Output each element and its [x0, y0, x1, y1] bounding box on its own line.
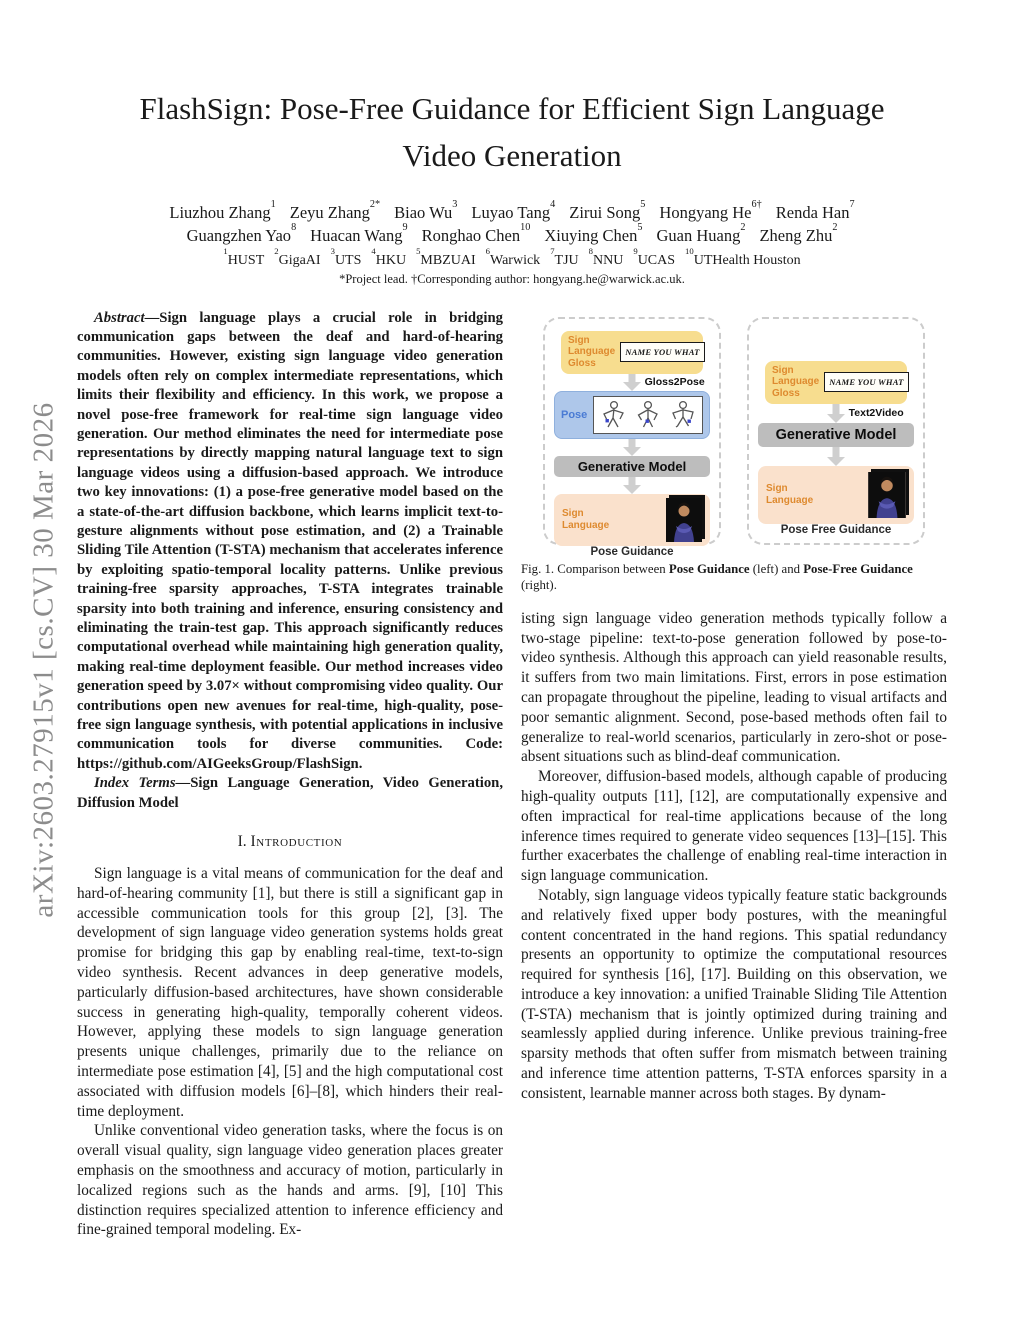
affiliation: $^8$NNU [588, 245, 624, 268]
author-name: Renda Han$^7$ [775, 198, 855, 222]
author-name: Liuzhou Zhang$^1$ [169, 198, 276, 222]
author-line-1 [0, 198, 1024, 224]
figure-caption-number: Fig. 1. [521, 561, 555, 576]
author-notes: *Project lead. †Corresponding author: hongyang.he@warwick.ac.uk. [339, 271, 685, 286]
sign-language-output-box [554, 494, 710, 546]
gloss-box [561, 331, 703, 374]
author-name: Xiuying Chen$^5$ [544, 222, 643, 246]
figure-1 [521, 317, 947, 558]
gloss-text: NAME YOU WHAT [824, 372, 908, 392]
affiliation: $^1$HUST [223, 245, 265, 268]
paper-title: FlashSign: Pose-Free Guidance for Efficient Sign Language Video Generation [139, 91, 885, 173]
intro-paragraph-1: Sign language is a vital means of communication for the deaf and hard-of-hearing community [1], but there is still a significant gap in accessible communication tools for this group [2], [3]. The development of sign language video generation systems holds great promise for bridging this gap by enabling real-time, text-to-sign video synthesis. Recent advances in deep generative models, particularly diffusion-based architectures, have shown considerable success in generating high-quality, temporally coherent videos. However, applying these models to sign language generation presents unique challenges, primarily due to the reliance on intermediate pose estimation [4], [5] and the high computational cost associated with diffusion models [6]–[8], which hinders their real-time deployment. [77, 865, 503, 1120]
down-arrow-icon [623, 477, 641, 494]
gloss-label: Sign Language Gloss [772, 364, 820, 400]
affiliation: $^9$UCAS [633, 245, 676, 268]
affiliation: $^5$MBZUAI [416, 245, 476, 268]
arrow-label: Gloss2Pose [644, 376, 705, 389]
right-column [521, 309, 947, 1241]
arrow-to-output [757, 447, 915, 466]
author-name: Huacan Wang$^9$ [310, 222, 408, 246]
down-arrow-icon [623, 439, 641, 456]
index-terms-label: Index Terms [94, 775, 176, 792]
affiliation: $^4$HKU [371, 245, 407, 268]
author-name: Ronghao Chen$^{10}$ [421, 222, 531, 246]
down-arrow-icon [623, 374, 641, 391]
author-line-2 [0, 224, 1024, 247]
left-column [77, 309, 503, 1241]
figure-caption-text: (left) and [749, 561, 804, 576]
sign-language-output-box [758, 466, 914, 524]
abstract-paragraph [77, 309, 503, 775]
author-name: Guangzhen Yao$^8$ [186, 222, 297, 246]
abstract-text: —Sign language plays a crucial role in bridging communication gaps between the deaf and hard-of-hearing communities. However, existing sign language video generation models often rely on complex intermediate representations, which limits their flexibility and efficiency. In this work, we propose a novel pose-free framework for real-time sign language video generation. Our method eliminates the need for intermediate pose representations by directly mapping natural language text to sign language videos using a diffusion-based approach. We introduce two key innovations: (1) a pose-free generative model based on the a state-of-the-art diffusion backbone, which learns implicit text-to-gesture alignments without pose estimation, and (2) a Trainable Sliding Tile Attention (T-STA) mechanism that accelerates inference by exploiting spatio-temporal locality patterns. Unlike previous training-free sparsity approaches, T-STA integrates trainable sparsity into both training and inference, ensuring consistency and eliminating the train-test gap. This approach significantly reduces computational overhead while maintaining high generation quality, making real-time deployment feasible. Our method increases video generation speed by 3.07× without compromising video quality. Our contributions open new avenues for real-time, high-quality, pose-free sign language synthesis, with potential applications in inclusive communication tools for diverse communities. Code: https://github.com/AIGeeksGroup/FlashSign. [77, 309, 503, 772]
author-list [0, 198, 1024, 248]
arrow-label: Text2Video [848, 407, 904, 420]
author-name: Zheng Zhu$^2$ [759, 222, 838, 246]
index-terms [77, 774, 503, 813]
output-label: Sign Language [766, 483, 814, 506]
gloss-label: Sign Language Gloss [568, 334, 616, 370]
intro-paragraph-2-left: Unlike conventional video generation tasks, where the focus is on overall visual quality, sign language video generation places greater emphasis on the smoothness and accuracy of motion, particularly in localized regions such as the hands and arms. [9], [10] This distinction requires specialized attention to inference efficiency and fine-grained temporal modeling. Ex- [77, 1122, 503, 1239]
author-name: Hongyang $He^{6\dagger}$ [659, 198, 762, 222]
down-arrow-icon [827, 447, 845, 466]
section-title: Introduction [250, 833, 343, 851]
affiliation: $^7$TJU [550, 245, 579, 268]
generative-model-box: Generative Model [758, 423, 914, 447]
skeleton-figure-icon [597, 399, 629, 431]
section-heading-introduction [77, 833, 503, 851]
intro-paragraph-4: Notably, sign language videos typically feature static backgrounds and relatively fixed upper body postures, with the meaningful content concentrated in the hand regions. This spatial redundancy presents an opportunity to optimize the computational resources required for synthesis [16], [17]. Building on this observation, we introduce a key innovation: a unified Trainable Sliding Tile Attention (T-STA) mechanism that is jointly optimized during training and seamlessly applied during inference. Unlike previous training-free sparsity methods that often suffer from mismatch between training and inference time attention patterns, T-STA enforces sparsity in a consistent, learnable manner across both stages. By dynam- [521, 886, 947, 1102]
generative-model-box: Generative Model [554, 456, 710, 477]
arrow-to-output [553, 477, 711, 494]
skeleton-figure-icon [667, 399, 699, 431]
affiliation-line [0, 245, 1024, 269]
panel-caption: Pose Free Guidance [780, 523, 892, 536]
arrow-text2video [757, 404, 915, 423]
author-name: Guan Huang$^2$ [656, 222, 746, 246]
figure-panel-pose-guidance [543, 317, 721, 558]
affiliation: $^6$Warwick [485, 245, 541, 268]
figure-caption-bold: Pose Guidance [668, 561, 750, 576]
author-name: Biao Wu$^3$ [394, 198, 458, 222]
index-terms-text: —Sign Language Generation, Video Generation, Diffusion Model [77, 775, 504, 811]
pose-box [554, 391, 710, 439]
author-name: Zeyu Zhang$^{2*}$ [289, 198, 381, 222]
arrow-to-model [553, 439, 711, 456]
gloss-text: NAME YOU WHAT [620, 342, 704, 362]
section-number: I. [237, 833, 247, 851]
gloss-box [765, 361, 907, 404]
figure-caption [521, 561, 947, 594]
arrow-gloss2pose [553, 374, 711, 391]
author-name: Zirui Song$^5$ [569, 198, 646, 222]
down-arrow-icon [827, 404, 845, 423]
affiliation: $^3$UTS [330, 245, 362, 268]
figure-caption-text: Comparison between [554, 561, 669, 576]
author-name: Luyao Tang$^4$ [471, 198, 556, 222]
affiliation: $^2$GigaAI [274, 245, 321, 268]
two-column-body [77, 309, 947, 1241]
figure-panel-pose-free-guidance [747, 317, 925, 545]
intro-paragraph-2-right: isting sign language video generation methods typically follow a two-stage pipeline: text-to-pose generation followed by pose-to-video synthesis. Although this approach can yield reasonable results, it suffers from two main limitations. First, errors in pose estimation can propagate throughout the pipeline, leading to visual artifacts and poor semantic alignment. Second, pose-based methods often fail to generalize to real-world scenarios, particularly in zero-shot or pose-absent situations such as blind-deaf communication. [521, 609, 947, 766]
signer-video-frame [666, 498, 702, 542]
panel-caption: Pose Guidance [590, 545, 674, 558]
signer-video-frame [868, 472, 906, 518]
affiliation: $^{10}$UTHealth Houston [685, 245, 801, 268]
abstract-label: Abstract [94, 309, 145, 326]
figure-caption-text: (right). [521, 578, 557, 593]
skeleton-figure-icon [632, 399, 664, 431]
pose-label: Pose [561, 408, 588, 421]
arxiv-stamp: arXiv:2603.27915v1 [cs.CV] 30 Mar 2026 [27, 402, 60, 918]
intro-paragraph-3: Moreover, diffusion-based models, although capable of producing high-quality outputs [11], [12], are computationally expensive and often impractical for real-time applications because of the long inference times required to generate video sequences [13]–[15]. This further exacerbates the challenge of enabling real-time interaction in sign language communication. [521, 768, 947, 885]
figure-caption-bold: Pose-Free Guidance [803, 561, 913, 576]
output-label: Sign Language [562, 508, 610, 531]
pose-skeleton-strip [593, 396, 703, 434]
